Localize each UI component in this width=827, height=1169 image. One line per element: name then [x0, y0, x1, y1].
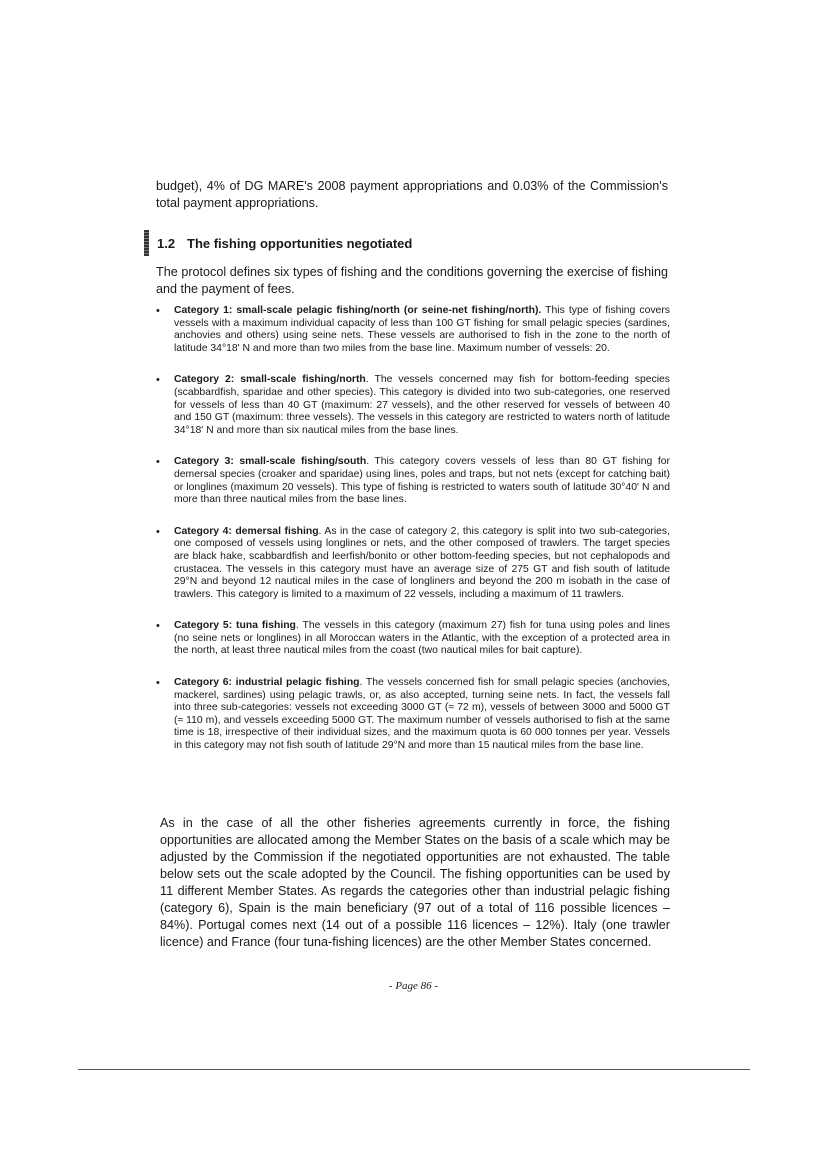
category-label: Category 3: small-scale fishing/south: [174, 456, 367, 468]
section-title: The fishing opportunities negotiated: [187, 236, 413, 251]
footer-divider: [78, 1069, 750, 1070]
category-label: Category 5: tuna fishing: [174, 620, 296, 632]
section-number: 1.2: [157, 236, 176, 251]
category-item-4: [156, 526, 670, 602]
revision-bar: [144, 230, 149, 256]
category-text: . The vessels in this category (maximum 27) fish for tuna using poles and lines (no seine nets or longlines) in all Moroccan waters in the Atlantic, with the exception of a protected area in the north, at least three nautical miles from the coast (two nautical miles for bait capture).: [174, 620, 670, 657]
category-text: . As in the case of category 2, this category is split into two sub-categories, one composed of vessels using longlines or nets, and the other composed of trawlers. The target species are black hake, scabbardfish and leerfish/bonito or other bottom-feeding species, but not cephalopods and crustacea. The vessels in this category must have an average size of 275 GT and fish south of latitude 29°N and beyond 12 nautical miles in the case of longliners and beyond the 200 m isobath in the case of trawlers. This category is limited to a maximum of 22 vessels, including a maximum of 11 trawlers.: [174, 525, 670, 600]
bullet-icon: •: [156, 456, 160, 469]
category-item-5: [156, 620, 670, 658]
section-heading: [144, 230, 684, 258]
category-item-2: [156, 374, 670, 437]
category-text: . This category covers vessels of less than 80 GT fishing for demersal species (croaker and sparidae) using lines, poles and traps, but not nets (except for catching bait) or longlines (maximum 20 vessels). This type of fishing is restricted to waters south of latitude 30°40' N and more than three nautical miles from the base lines.: [174, 456, 670, 506]
category-label: Category 4: demersal fishing: [174, 525, 319, 537]
bullet-icon: •: [156, 374, 160, 387]
closing-paragraph: As in the case of all the other fisheries agreements currently in force, the fishing opportunities are allocated among the Member States on the basis of a scale which may be adjusted by the Commission if the negotiated opportunities are not exhausted. The table below sets out the scale adopted by the Council. The fishing opportunities can be used by 11 different Member States. As regards the categories other than industrial pelagic fishing (category 6), Spain is the main beneficiary (97 out of a total of 116 possible licences – 84%). Portugal comes next (14 out of a possible 116 licences – 12%). Italy (one trawler licence) and France (four tuna-fishing licences) are the other Member States concerned.: [160, 816, 670, 949]
bullet-icon: •: [156, 525, 160, 538]
bullet-icon: •: [156, 620, 160, 633]
bullet-icon: •: [156, 677, 160, 690]
category-item-3: [156, 456, 670, 506]
category-label: Category 1: small-scale pelagic fishing/north (or seine-net fishing/north).: [174, 305, 542, 316]
category-item-6: [156, 677, 670, 753]
lead-paragraph: The protocol defines six types of fishing and the conditions governing the exercise of fishing and the payment of fees.: [156, 265, 668, 296]
bullet-icon: •: [156, 305, 160, 317]
category-label: Category 2: small-scale fishing/north: [174, 374, 366, 386]
category-text: . The vessels concerned may fish for bottom-feeding species (scabbardfish, sparidae and other species). This category is divided into two sub-categories, one reserved for vessels of less than 40 GT (maximum: 27 vessels), and the other reserved for vessels of between 40 and 150 GT (maximum: three vessels). The vessels in this category are restricted to waters north of latitude 34°18' N and more than six nautical miles from the base lines.: [174, 374, 670, 436]
category-text: This type of fishing covers vessels with a maximum individual capacity of less than 100 GT fishing for small pelagic species (sardines, anchovies and others) using seine nets. These vessels are authorised to fish in the zone to the north of latitude 34°18' N and more than two miles from the base line. Maximum number of vessels: 20.: [174, 305, 670, 354]
page-number: - Page 86 -: [388, 980, 439, 992]
intro-paragraph: budget), 4% of DG MARE's 2008 payment appropriations and 0.03% of the Commission's total payment appropriations.: [156, 179, 668, 210]
category-label: Category 6: industrial pelagic fishing: [174, 677, 360, 689]
category-item-1: [156, 305, 670, 355]
category-text: . The vessels concerned fish for small pelagic species (anchovies, mackerel, sardines) using pelagic trawls, or, as also accepted, turning seine nets. In fact, the vessels fall into three sub-categories: vessels not exceeding 3000 GT (≈ 72 m), vessels of between 3000 and 5000 GT (≈ 110 m), and vessels exceeding 5000 GT. The maximum number of vessels authorised to fish at the same time is 18, irrespective of their individual sizes, and the maximum quota is 60 000 tonnes per year. Vessels in this category may not fish south of latitude 29°N and more than 15 nautical miles from the base line.: [174, 677, 670, 752]
category-list: [156, 305, 670, 753]
